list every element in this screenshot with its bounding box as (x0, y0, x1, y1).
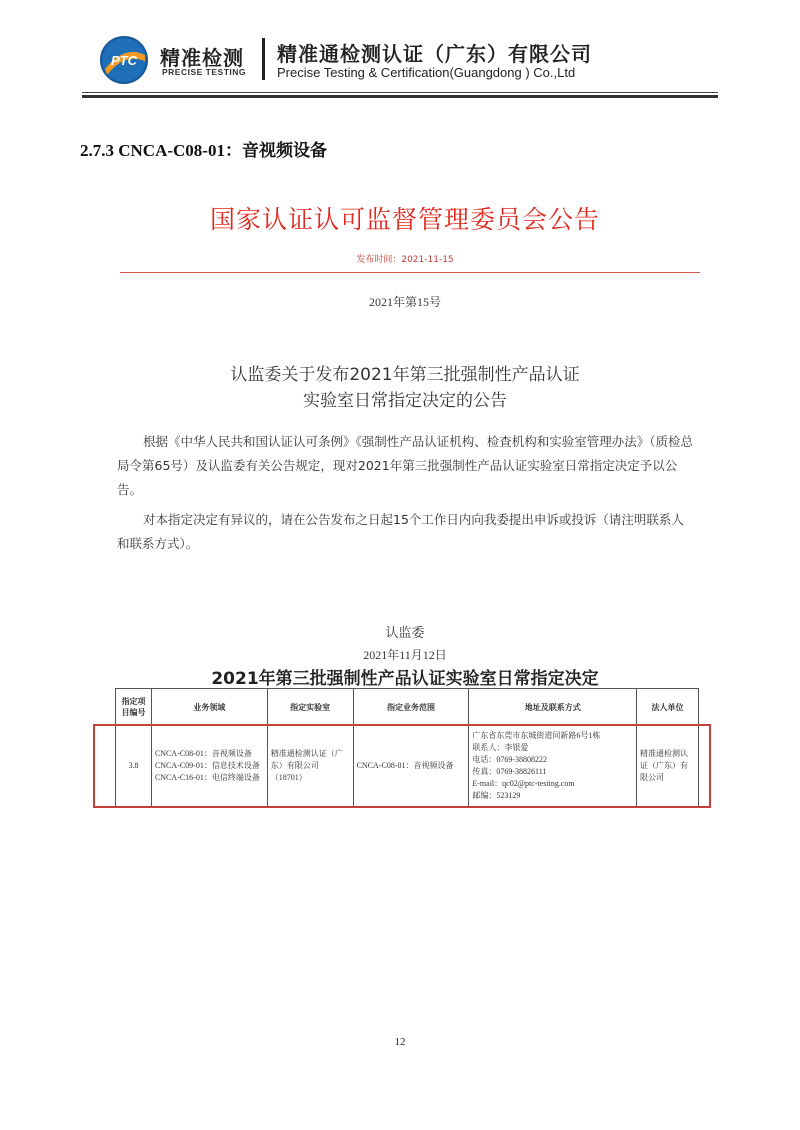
field-line-3: CNCA-C16-01：电信终端设备 (154, 773, 260, 782)
logo-cn-text: 精准检测 (160, 46, 244, 70)
header-address-contact: 地址及联系方式 (469, 689, 637, 726)
heading-line-2: 实验室日常指定决定的公告 (303, 391, 507, 411)
header-rule-thin (82, 92, 718, 93)
header-divider (262, 38, 265, 80)
table-title: 2021年第三批强制性产品认证实验室日常指定决定 (211, 669, 599, 689)
section-title: 2.7.3 CNCA-C08-01：音视频设备 (80, 141, 327, 160)
field-line-1: CNCA-C08-01：音视频设备 (154, 749, 252, 758)
announcement-heading (105, 362, 705, 414)
table-header-row (116, 689, 699, 726)
title-divider (120, 272, 700, 273)
document-number: 2021年第15号 (368, 295, 441, 309)
cell-designated-scope: CNCA-C08-01：音视频设备 (353, 726, 469, 807)
cell-designated-lab: 精准通检测认证（广东）有限公司（18701） (267, 726, 353, 807)
svg-text:PTC: PTC (111, 53, 137, 68)
fax-line: 传真：0769-38826111 (472, 767, 547, 776)
header-designated-scope: 指定业务范围 (353, 689, 469, 726)
header-legal-entity: 法人单位 (637, 689, 699, 726)
tel-line: 电话：0769-38808222 (472, 755, 548, 764)
paragraph-2: 对本指定决定有异议的，请在公告发布之日起15个工作日内向我委提出申诉或投诉（请注明联系人和联系方式）。 (117, 512, 684, 551)
postcode-line: 邮编：523129 (472, 791, 521, 800)
issue-date: 2021年11月12日 (363, 648, 447, 662)
issuer: 认监委 (385, 626, 425, 641)
header-rule-thick (82, 95, 718, 98)
field-line-2: CNCA-C09-01：信息技术设备 (154, 761, 260, 770)
page-number: 12 (394, 1036, 406, 1048)
highlight-box (93, 724, 711, 808)
page-header (0, 0, 800, 100)
logo-en-text: PRECISE TESTING (162, 67, 247, 77)
email-line: E-mail：qc02@ptc-testing.com (472, 779, 575, 788)
address-line: 广东省东莞市东城街道同新路6号1栋 (472, 731, 601, 740)
cell-item-no: 3.8 (116, 726, 152, 807)
ptc-logo-icon (99, 35, 149, 85)
announcement-title: 国家认证认可监督管理委员会公告 (209, 205, 600, 234)
company-name-en: Precise Testing & Certification(Guangdong ) Co.,Ltd (277, 65, 576, 80)
heading-line-1: 认监委关于发布2021年第三批强制性产品认证 (230, 365, 580, 385)
header-business-field: 业务领域 (151, 689, 267, 726)
header-designated-lab: 指定实验室 (267, 689, 353, 726)
header-item-no: 指定项目编号 (116, 689, 152, 726)
publish-date: 发布时间：2021-11-15 (356, 255, 454, 265)
paragraph-1: 根据《中华人民共和国认证认可条例》《强制性产品认证机构、检查机构和实验室管理办法》（质检总局令第65号）及认监委有关公告规定，现对2021年第三批强制性产品认证实验室日常指定决定予以公告。 (117, 434, 694, 497)
company-name-cn: 精准通检测认证（广东）有限公司 (277, 42, 592, 66)
contact-line: 联系人：李银爱 (472, 743, 529, 752)
cell-legal-entity: 精准通检测认证（广东）有限公司 (637, 726, 699, 807)
